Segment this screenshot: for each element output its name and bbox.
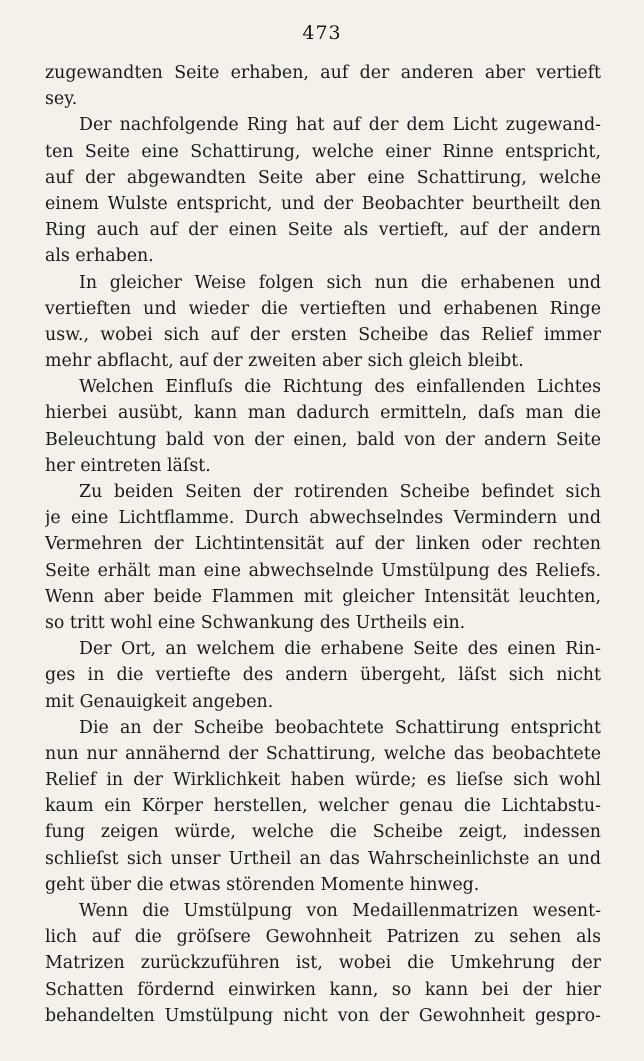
text-line: behandelten Umstülpung nicht von der Gewohnheit gespro- xyxy=(45,1005,601,1026)
text-line: auf der abgewandten Seite aber eine Schattirung, welche xyxy=(45,167,601,188)
text-line: Der nachfolgende Ring hat auf der dem Licht zugewand- xyxy=(79,115,601,136)
text-line: geht über die etwas störenden Momente hinweg. xyxy=(45,874,480,895)
text-line: sey. xyxy=(45,89,78,110)
text-line: Welchen Einfluſs die Richtung des einfallenden Lichtes xyxy=(79,377,601,398)
text-line: Die an der Scheibe beobachtete Schattirung entspricht xyxy=(79,717,601,738)
text-line: Zu beiden Seiten der rotirenden Scheibe befindet sich xyxy=(79,482,601,502)
text-line: schlieſst sich unser Urtheil an das Wahrscheinlichste an und xyxy=(45,848,601,869)
text-line: so tritt wohl eine Schwankung des Urtheils ein. xyxy=(45,612,466,633)
text-line: kaum ein Körper herstellen, welcher genau die Lichtabstu- xyxy=(45,796,601,817)
text-line: Vermehren der Lichtintensität auf der linken oder rechten xyxy=(45,534,601,555)
text-line: je eine Lichtflamme. Durch abwechselndes Vermindern und xyxy=(45,508,601,529)
text-line: fung zeigen würde, welche die Scheibe zeigt, indessen xyxy=(45,822,601,843)
text-line: Wenn die Umstülpung von Medaillenmatrizen wesent- xyxy=(79,901,601,921)
text-line: Relief in der Wirklichkeit haben würde; es lieſse sich wohl xyxy=(45,770,601,791)
text-line: Wenn aber beide Flammen mit gleicher Intensität leuchten, xyxy=(45,586,601,607)
text-line: vertieften und wieder die vertieften und erhabenen Ringe xyxy=(45,298,601,319)
text-line: usw., wobei sich auf der ersten Scheibe das Relief immer xyxy=(45,324,601,345)
text-line: einem Wulste entspricht, und der Beobachter beurtheilt den xyxy=(45,193,601,214)
text-line: Seite erhält man eine abwechselnde Umstülpung des Reliefs. xyxy=(45,560,601,581)
text-line: mehr abflacht, auf der zweiten aber sich gleich bleibt. xyxy=(45,351,524,372)
text-line: her eintreten läſst. xyxy=(45,455,211,476)
page-number: 473 xyxy=(302,22,342,44)
text-line: mit Genauigkeit angeben. xyxy=(45,691,274,712)
text-line: Der Ort, an welchem die erhabene Seite des einen Rin- xyxy=(79,639,601,660)
text-line: nun nur annähernd der Schattirung, welche das beobachtete xyxy=(45,743,601,764)
text-line: hierbei ausübt, kann man dadurch ermitteln, daſs man die xyxy=(45,403,601,424)
text-line: Matrizen zurückzuführen ist, wobei die Umkehrung der xyxy=(45,953,601,974)
text-line: Beleuchtung bald von der einen, bald von der andern Seite xyxy=(45,429,601,450)
text-line: In gleicher Weise folgen sich nun die erhabenen und xyxy=(79,272,601,293)
text-line: ges in die vertiefte des andern übergeht, läſst sich nicht xyxy=(45,665,601,686)
text-line: zugewandten Seite erhaben, auf der anderen aber vertieft xyxy=(45,63,601,83)
text-line: lich auf die gröſsere Gewohnheit Patrizen zu sehen als xyxy=(45,927,601,948)
text-line: Schatten fördernd einwirken kann, so kann bei der hier xyxy=(45,979,601,1000)
text-line: als erhaben. xyxy=(45,246,154,267)
body-text xyxy=(45,60,601,1029)
text-line: ten Seite eine Schattirung, welche einer Rinne entspricht, xyxy=(45,141,601,162)
text-line: Ring auch auf der einen Seite als vertieft, auf der andern xyxy=(45,220,601,241)
